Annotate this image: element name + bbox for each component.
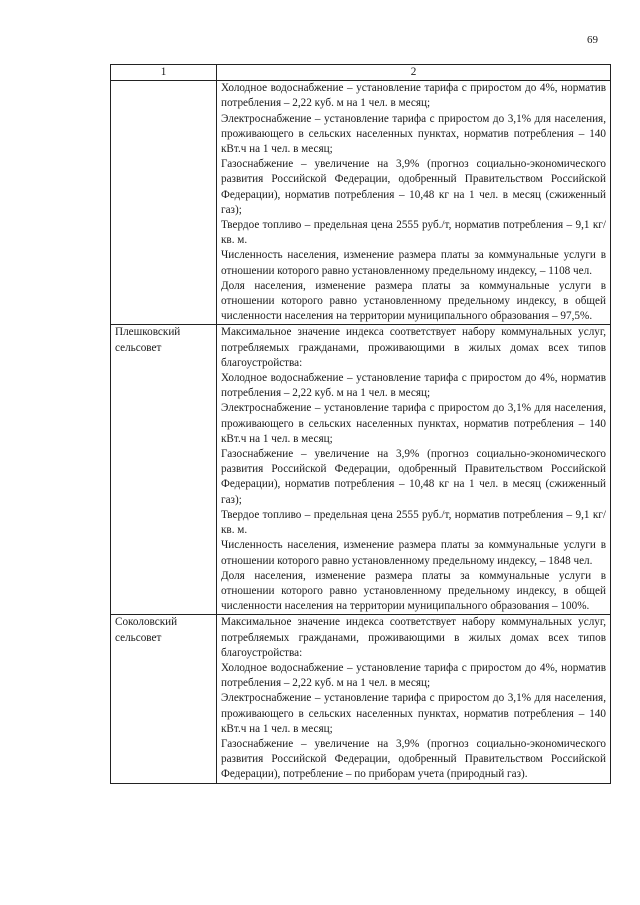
table-row [111, 615, 611, 783]
description-paragraph: Газоснабжение – увеличение на 3,9% (прогноз социально-экономического развития Российской Федерации, одобренный Правительством Российской Федерации), норматив потребления – 10,48 кг на 1 чел. в месяц (сжиженный газ); [221, 158, 606, 216]
description-cell [217, 81, 611, 325]
description-paragraph: Холодное водоснабжение – установление тарифа с приростом до 4%, норматив потребления – 2,22 куб. м на 1 чел. в месяц; [221, 372, 606, 400]
municipality-name: Соколовский сельсовет [115, 616, 178, 644]
municipality-cell [111, 615, 217, 783]
description-paragraph: Газоснабжение – увеличение на 3,9% (прогноз социально-экономического развития Российской Федерации, одобренный Правительством Российской Федерации), норматив потребления – 10,48 кг на 1 чел. в месяц (сжиженный газ); [221, 448, 606, 506]
description-paragraph: Твердое топливо – предельная цена 2555 руб./т, норматив потребления – 9,1 кг/кв. м. [221, 508, 606, 537]
table-body [111, 81, 611, 783]
description-paragraph: Электроснабжение – установление тарифа с приростом до 3,1% для населения, проживающего в сельских населенных пунктах, норматив потребления – 140 кВт.ч на 1 чел. в месяц; [221, 692, 606, 735]
description-paragraph: Твердое топливо – предельная цена 2555 руб./т, норматив потребления – 9,1 кг/кв. м. [221, 219, 606, 247]
page-number: 69 [587, 34, 598, 46]
table-row [111, 325, 611, 615]
description-paragraph: Доля населения, изменение размера платы за коммунальные услуги в отношении которого равно установленному предельному индексу, в общей численности населения на территории муниципального образования – 97,5%. [221, 279, 606, 323]
description-paragraph: Максимальное значение индекса соответствует набору коммунальных услуг, потребляемых гражданами, проживающими в жилых домах всех типов благоустройства: [221, 326, 606, 369]
municipality-cell [111, 81, 217, 325]
description-paragraph: Электроснабжение – установление тарифа с приростом до 3,1% для населения, проживающего в сельских населенных пунктах, норматив потребления – 140 кВт.ч на 1 чел. в месяц; [221, 402, 606, 445]
description-paragraph: Максимальное значение индекса соответствует набору коммунальных услуг, потребляемых гражданами, проживающими в жилых домах всех типов благоустройства: [221, 616, 606, 659]
description-paragraph: Газоснабжение – увеличение на 3,9% (прогноз социально-экономического развития Российской Федерации, одобренный Правительством Российской Федерации), потребление – по приборам учета (природный газ). [221, 737, 606, 781]
municipality-cell [111, 325, 217, 615]
column-header-2: 2 [217, 65, 611, 81]
description-paragraph: Доля населения, изменение размера платы за коммунальные услуги в отношении которого равно установленному предельному индексу, в общей численности населения на территории муниципального образования – 100%. [221, 569, 606, 613]
table-row [111, 81, 611, 325]
description-paragraph: Электроснабжение – установление тарифа с приростом до 3,1% для населения, проживающего в сельских населенных пунктах, норматив потребления – 140 кВт.ч на 1 чел. в месяц; [221, 112, 606, 156]
table-header-row [111, 65, 611, 81]
municipality-name: Плешковский сельсовет [115, 326, 181, 354]
description-cell [217, 325, 611, 615]
description-cell [217, 615, 611, 783]
tariff-table [110, 64, 611, 784]
description-paragraph: Численность населения, изменение размера платы за коммунальные услуги в отношении которого равно установленному предельному индексу, – 1848 чел. [221, 539, 606, 567]
column-header-1: 1 [111, 65, 217, 81]
description-paragraph: Численность населения, изменение размера платы за коммунальные услуги в отношении которого равно установленному предельному индексу, – 1108 чел. [221, 249, 606, 277]
description-paragraph: Холодное водоснабжение – установление тарифа с приростом до 4%, норматив потребления – 2,22 куб. м на 1 чел. в месяц; [221, 82, 606, 110]
description-paragraph: Холодное водоснабжение – установление тарифа с приростом до 4%, норматив потребления – 2,22 куб. м на 1 чел. в месяц; [221, 661, 606, 690]
